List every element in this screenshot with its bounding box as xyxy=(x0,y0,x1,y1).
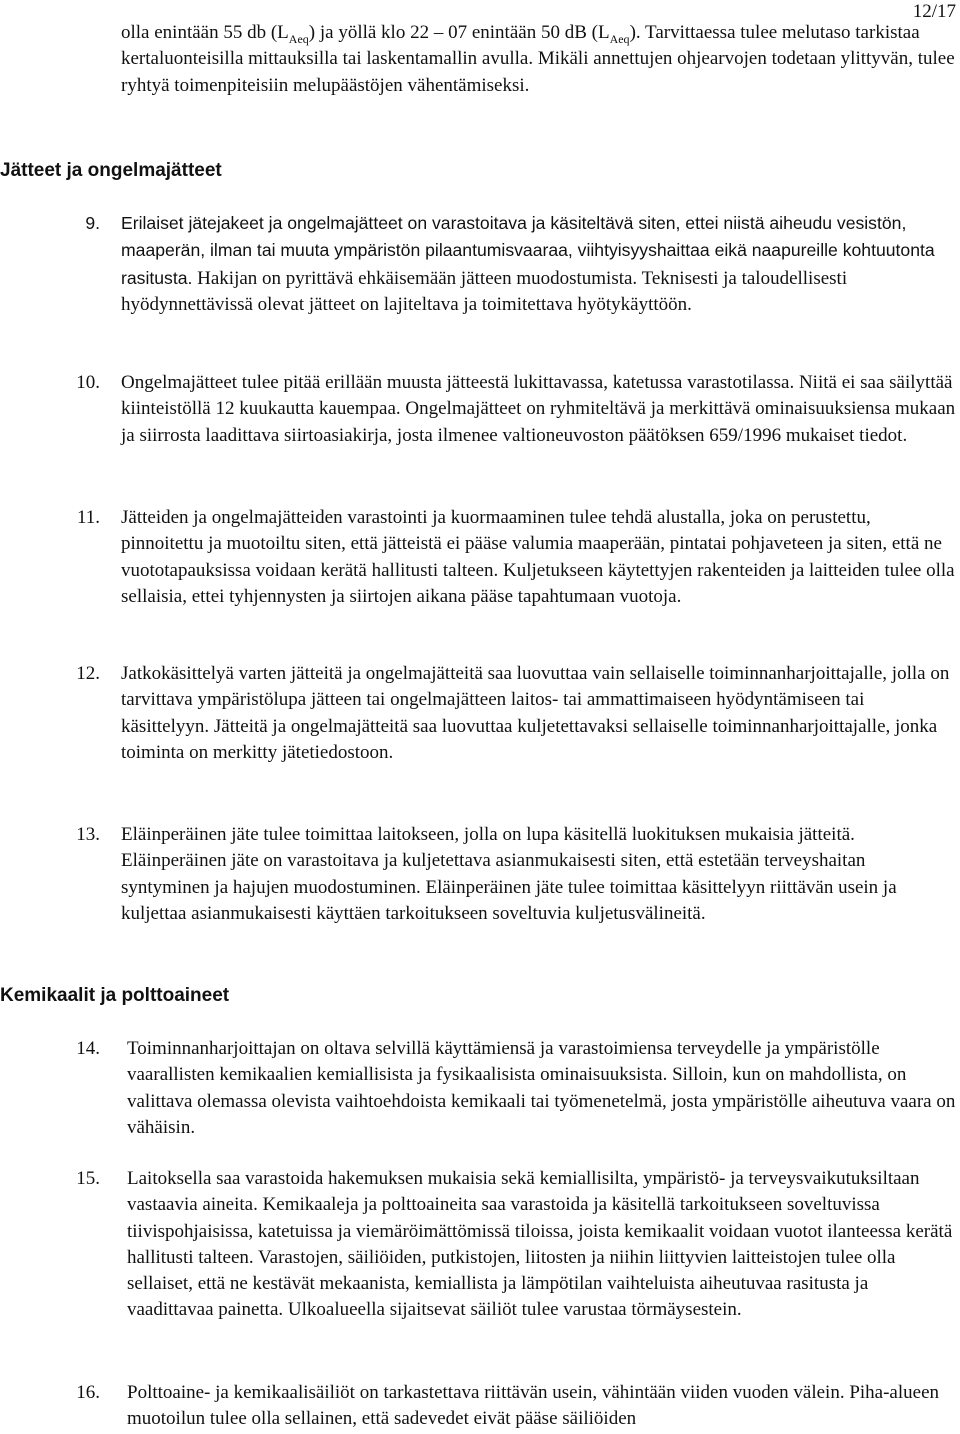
item-number: 10. xyxy=(76,372,100,393)
item-number: 9. xyxy=(85,213,100,233)
item-number: 11. xyxy=(76,507,100,528)
intro-subscript-2: Aeq xyxy=(609,31,630,46)
item-text: Jätteiden ja ongelmajätteiden varastointi ja kuormaaminen tulee tehdä alustalla, joka on perustettu, pinnoitettu ja muotoiltu siten, että jätteistä ei pääse valumia maaperään, pintatai pohjaveteen ja siten, että ne vuototapauksissa voidaan kerätä hallitusti talteen. Kuljetukseen käytettyjen rakenteiden ja laitteiden tulee olla sellaisia, ettei tyhjennysten ja siirtojen aikana pääse tapahtumaan vuotoja. xyxy=(121,507,955,607)
intro-paragraph xyxy=(121,20,957,99)
item-number: 13. xyxy=(76,824,100,845)
item-text: Laitoksella saa varastoida hakemuksen mukaisia sekä kemiallisilta, ympäristö- ja terveysvaikutuksiltaan vastaavia aineita. Kemikaaleja ja polttoaineita saa varastoida ja käsitellä tarkoitukseen soveltuvissa tiivispohjaisissa, katetuissa ja viemäröimättömissä tiloissa, joista kemikaalit voidaan vuotot ilanteessa kerätä hallitusti talteen. Varastojen, säiliöiden, putkistojen, liitosten ja niihin liittyvien laitteistojen tulee olla sellaiset, että ne kestävät mekaanista, kemiallista ja lämpötilan vaihteluista aiheutuvaa rasitusta ja vaadittavaa painetta. Ulkoalueella sijaitsevat säiliöt tulee varustaa törmäysestein. xyxy=(127,1168,953,1321)
item-number: 15. xyxy=(76,1168,100,1189)
item-number: 14. xyxy=(76,1038,100,1059)
intro-subscript-1: Aeq xyxy=(288,31,309,46)
item-text xyxy=(121,210,957,318)
item-number: 16. xyxy=(76,1382,100,1403)
item-text: Toiminnanharjoittajan on oltava selvillä käyttämiensä ja varastoimiensa terveydelle ja ympäristölle vaarallisten kemikaalien kemiallisista ja fysikaalisista ominaisuuksista. Silloin, kun on mahdollista, on valittava olemassa olevista vaihtoehdoista kemikaali tai työmenetelmä, josta ympäristölle aiheutuva vaara on vähäisin. xyxy=(127,1038,956,1138)
item-text: Ongelmajätteet tulee pitää erillään muusta jätteestä lukittavassa, katetussa varastotilassa. Niitä ei saa säilyttää kiinteistöllä 12 kuukautta kauempaa. Ongelmajätteet on ryhmiteltävä ja merkittävä ominaisuuksiensa mukaan ja siirrosta laadittava siirtoasiakirja, josta ilmenee valtioneuvoston päätöksen 659/1996 mukaiset tiedot. xyxy=(121,372,956,446)
item-text: Polttoaine- ja kemikaalisäiliöt on tarkastettava riittävän usein, vähintään viiden vuoden välein. Piha-alueen muotoilun tulee olla sellainen, että sadevedet eivät pääse säiliöiden xyxy=(127,1382,939,1430)
intro-text-1: olla enintään 55 db (L xyxy=(121,22,289,43)
section-heading-waste: Jätteet ja ongelmajätteet xyxy=(0,160,222,181)
item-number: 12. xyxy=(76,663,100,684)
item-text: Eläinperäinen jäte tulee toimittaa laitokseen, jolla on lupa käsitellä luokituksen mukaisia jätteitä. Eläinperäinen jäte on varastoitava ja kuljetettava asianmukaisesti siten, että estetään terveyshaitan syntyminen ja hajujen muodostuminen. Eläinperäinen jäte tulee toimittaa käsittelyyn riittävän usein ja kuljettaa asianmukaisesti käyttäen tarkoitukseen soveltuvia kuljetusvälineitä. xyxy=(121,824,897,924)
section-heading-chemicals: Kemikaalit ja polttoaineet xyxy=(0,985,230,1006)
item-text-serif: Hakijan on pyrittävä ehkäisemään jätteen muodostumista. Teknisesti ja taloudellisesti hyödynnettävissä olevat jätteet on lajiteltava ja toimitettava hyötykäyttöön. xyxy=(121,267,848,315)
item-text-sans: Erilaiset jätejakeet ja ongelmajätteet on varastoitava ja käsiteltävä siten, ettei niistä aiheudu vesistön, maaperän, ilman tai muuta ympäristön pilaantumisvaaraa, viihtyisyyshaittaa eikä naapureille kohtuutonta rasitusta. xyxy=(121,213,935,288)
item-text: Jatkokäsittelyä varten jätteitä ja ongelmajätteitä saa luovuttaa vain sellaiselle toiminnanharjoittajalle, jolla on tarvittava ympäristölupa jätteen tai ongelmajätteen laitos- tai ammattimaiseen hyödyntämiseen tai käsittelyyn. Jätteitä ja ongelmajätteitä saa luovuttaa kuljetettavaksi sellaiselle toiminnanharjoittajalle, jonka toiminta on merkitty jätetiedostoon. xyxy=(121,663,950,763)
page-number: 12/17 xyxy=(912,1,956,22)
intro-text-3: ). Tarvittaessa tulee melutaso tarkistaa kertaluonteisilla mittauksilla tai laskentamallin avulla. Mikäli annettujen ohjearvojen todetaan ylittyvän, tulee ryhtyä toimenpiteisiin melupäästöjen vähentämiseksi. xyxy=(121,22,955,96)
intro-text-2: ) ja yöllä klo 22 – 07 enintään 50 dB (L xyxy=(308,22,610,43)
